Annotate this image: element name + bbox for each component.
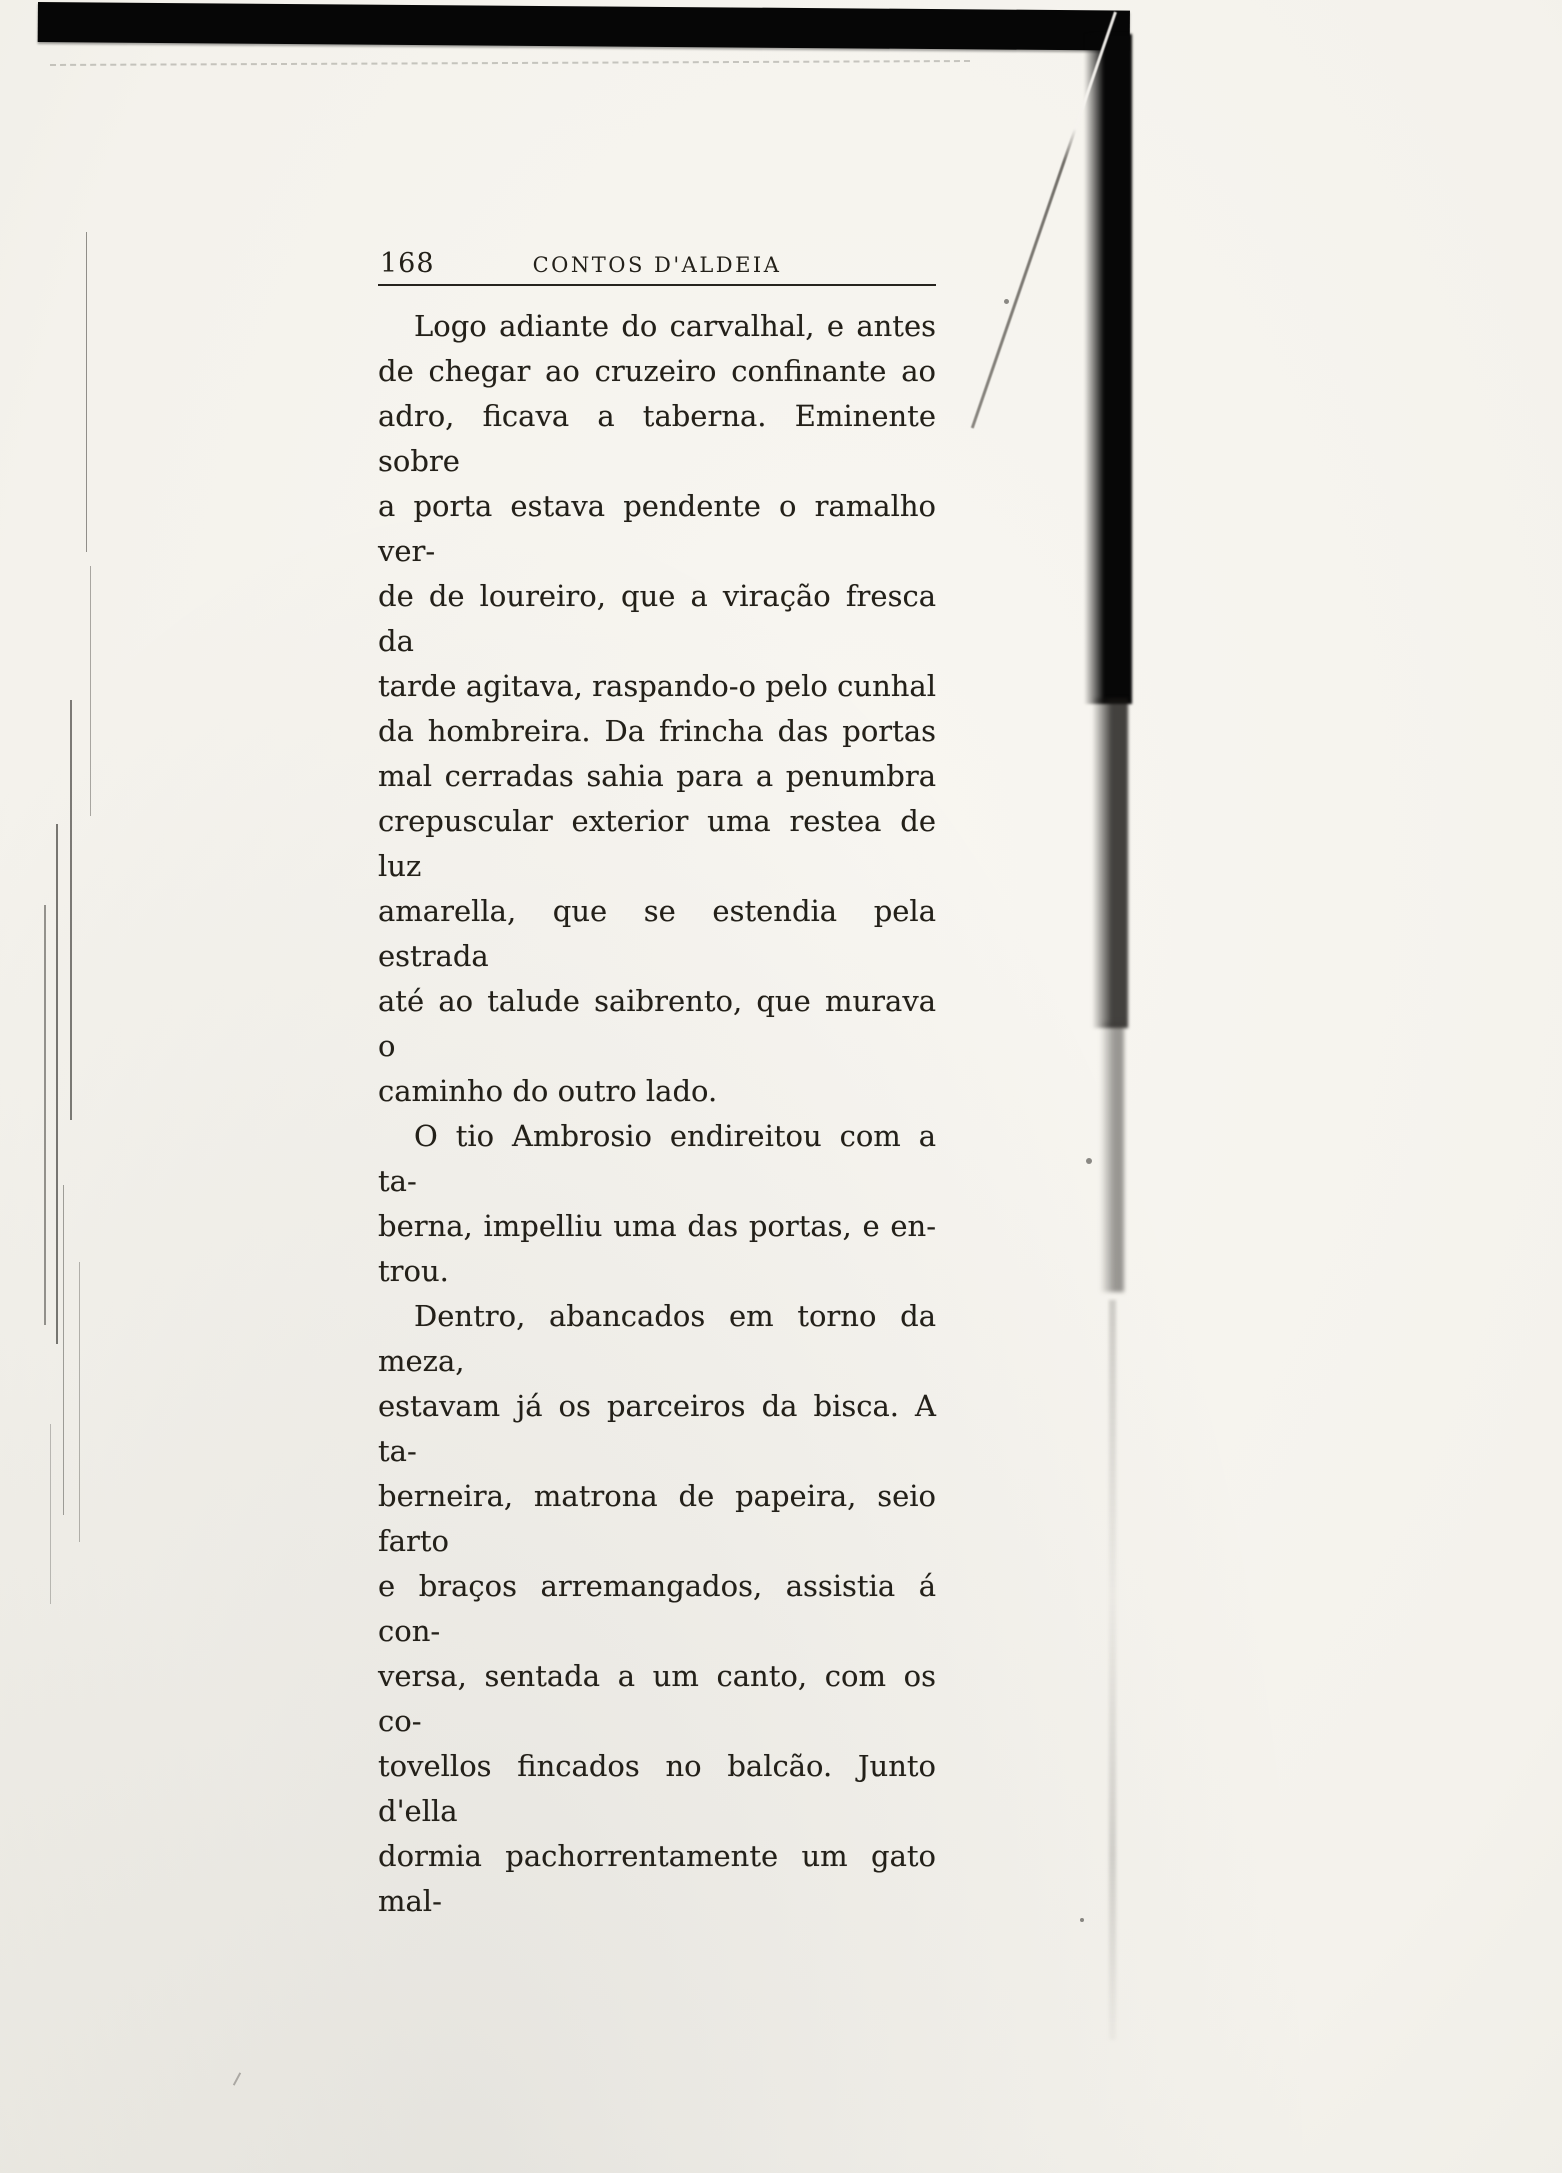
scan-top-dashed-edge [50,60,970,66]
scan-left-artifact-line [70,700,72,1120]
scan-left-artifact-line [50,1424,51,1604]
text-line: versa, sentada a um canto, com os co- [378,1659,936,1738]
scan-right-edge-shadow [1100,1022,1124,1292]
text-line: Logo adiante do carvalhal, e antes [414,309,936,343]
text-line: dormia pachorrentamente um gato mal- [378,1839,936,1918]
scan-left-artifact-line [44,905,46,1325]
text-line: estavam já os parceiros da bisca. A ta- [378,1389,936,1468]
page-header [378,240,936,282]
scan-top-black-band [38,2,1130,51]
scan-right-edge-shadow [1109,1300,1116,2040]
scan-speck [1004,299,1009,304]
text-line: tarde agitava, raspando-o pelo cunhal [378,669,936,703]
text-line: adro, ficava a taberna. Eminente sobre [378,399,936,478]
text-line: Dentro, abancados em torno da meza, [378,1299,936,1378]
text-block [378,240,936,1924]
scan-left-artifact-line [56,824,58,1344]
text-line: berna, impelliu uma das portas, e en- [378,1209,936,1243]
text-line: e braços arremangados, assistia á con- [378,1569,936,1648]
page-number: 168 [380,248,435,279]
text-line: da hombreira. Da frincha das portas [378,714,936,748]
text-line: mal cerradas sahia para a penumbra [378,759,936,793]
body-text [378,304,936,1924]
text-line: amarella, que se estendia pela estrada [378,894,936,973]
text-line: caminho do outro lado. [378,1074,718,1108]
text-line: de de loureiro, que a viração fresca da [378,579,936,658]
text-line: O tio Ambrosio endireitou com a ta- [378,1119,936,1198]
text-line: berneira, matrona de papeira, seio farto [378,1479,936,1558]
scan-left-artifact-line [79,1262,80,1542]
scan-speck [1080,1918,1084,1922]
scan-right-edge-shadow [1084,34,1132,704]
running-title: CONTOS D'ALDEIA [532,253,782,277]
text-line: trou. [378,1254,449,1288]
scan-right-edge-shadow [1092,698,1128,1028]
scan-speck [1086,1158,1092,1164]
text-line: tovellos fincados no balcão. Junto d'ella [378,1749,936,1828]
text-line: até ao talude saibrento, que murava o [378,984,936,1063]
text-line: crepuscular exterior uma restea de luz [378,804,936,883]
header-rule [378,284,936,286]
scan-left-artifact-line [63,1185,64,1515]
scan-speck [233,2072,241,2085]
scan-left-artifact-line [90,566,91,816]
scan-left-artifact-line [86,232,87,552]
text-line: a porta estava pendente o ramalho ver- [378,489,936,568]
text-line: de chegar ao cruzeiro confinante ao [378,354,936,388]
